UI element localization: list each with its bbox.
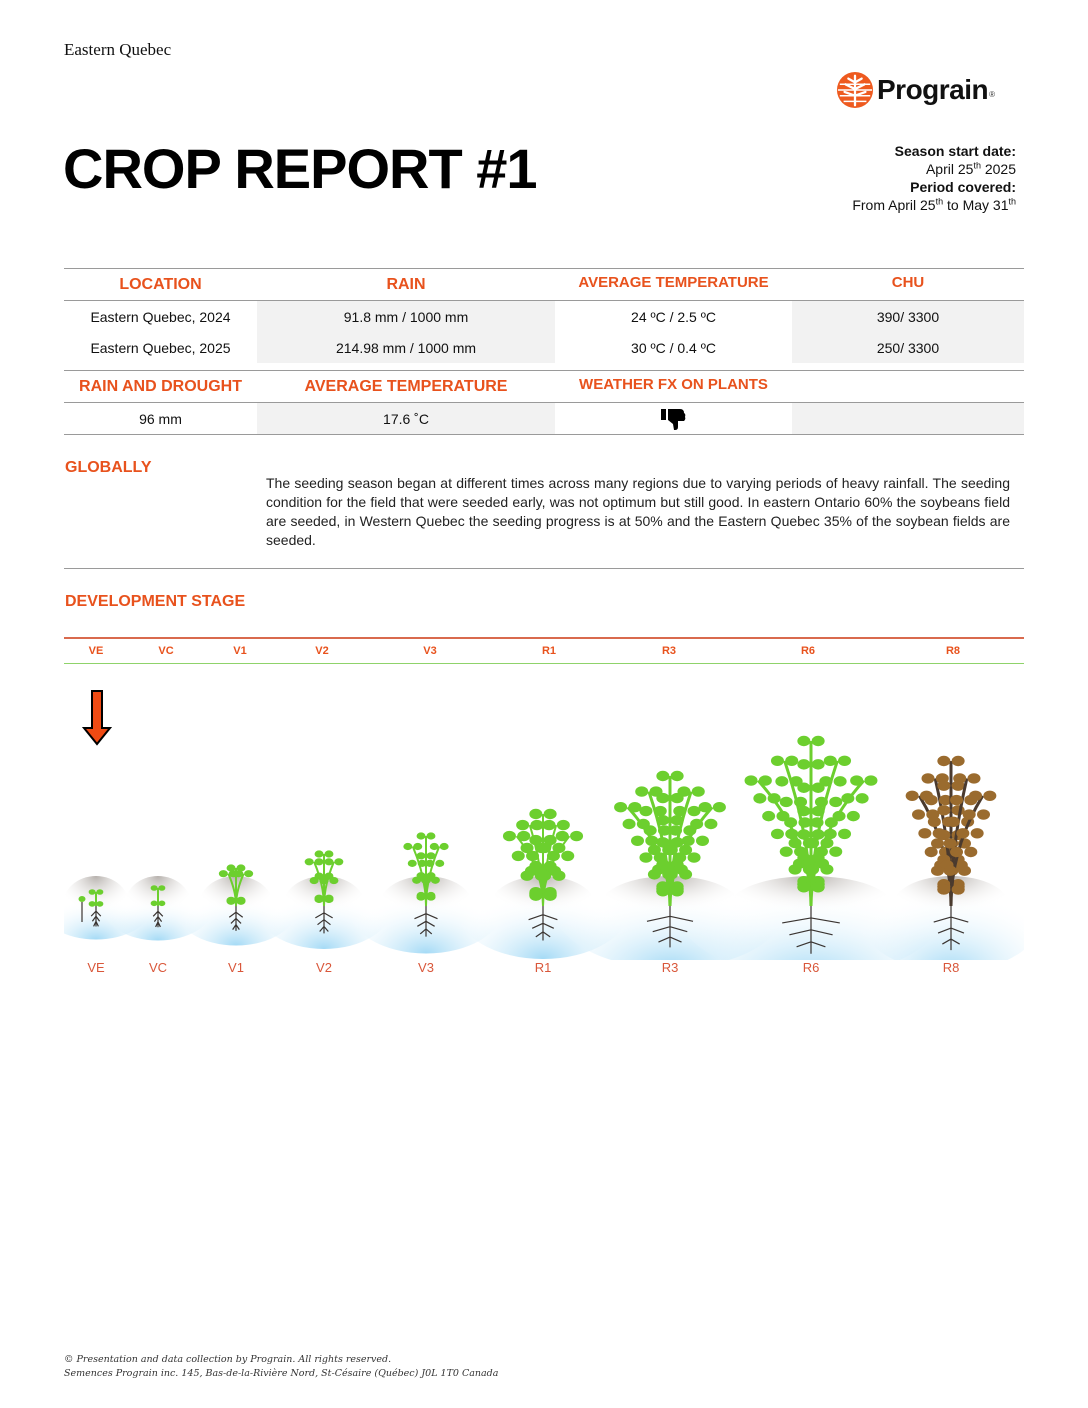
prograin-logo-icon [836, 71, 874, 109]
cell-chu: 390/ 3300 [792, 301, 1024, 332]
plant-label-v1: V1 [228, 960, 244, 975]
prograin-logo [836, 70, 1006, 110]
cell-empty [792, 403, 1024, 434]
growth-stage-illustration [64, 730, 1024, 960]
period-label: Period covered: [910, 179, 1016, 195]
stage-bar-top [64, 637, 1024, 639]
stage-header-ve: VE [88, 645, 104, 657]
conditions-table [64, 269, 1024, 300]
cell-rain-and-drought: 96 mm [139, 410, 182, 427]
table-row [64, 332, 1024, 363]
stage-header-v3: V3 [423, 645, 437, 657]
cell-location: Eastern Quebec, 2025 [90, 339, 231, 356]
header-rain-and-drought: RAIN AND DROUGHT [79, 377, 242, 395]
stage-header-r8: R8 [945, 645, 961, 657]
thumbs-down-icon [660, 407, 688, 431]
season-info [852, 142, 1016, 214]
plant-label-r8: R8 [942, 960, 960, 975]
plant-label-v2: V2 [316, 960, 332, 975]
table-rule [64, 434, 1024, 435]
plant-label-ve: VE [87, 960, 105, 975]
stage-header-r3: R3 [661, 645, 677, 657]
summary-table-body [64, 403, 1024, 434]
footer [64, 1353, 498, 1381]
footer-address: Semences Prograin inc. 145, Bas-de-la-Rivière Nord, St-Césaire (Québec) J0L 1T0 Canada [64, 1368, 499, 1379]
stage-bar-bottom [64, 663, 1024, 664]
header-weather-fx: WEATHER FX ON PLANTS [579, 376, 768, 393]
stage-header-r6: R6 [800, 645, 816, 657]
cell-rain: 214.98 mm / 1000 mm [257, 332, 555, 363]
header-location: LOCATION [119, 275, 202, 293]
stage-header-vc: VC [158, 645, 174, 657]
plant-label-vc: VC [148, 960, 168, 975]
region-label: Eastern Quebec [64, 40, 172, 59]
stage-header-v2: V2 [315, 645, 329, 657]
header-chu: CHU [891, 274, 925, 291]
plant-label-r3: R3 [661, 960, 679, 975]
stage-header-v1: V1 [233, 645, 247, 657]
stage-header-r1: R1 [541, 645, 557, 657]
header-average-temperature: AVERAGE TEMPERATURE [578, 274, 769, 291]
cell-average-temperature: 17.6 ˚C [257, 403, 555, 434]
globally-text: The seeding season began at different times across many regions due to varying periods of heavy rainfall. The seeding condition for the field that were seeded early, was not optimum but still good. In eastern Ontario 60% the soybeans field are seeded, in Western Quebec the seeding progress is at 50% and the Eastern Quebec 35% of the soybean fields are seeded. [266, 475, 1010, 548]
conditions-table-body [64, 301, 1024, 363]
header-empty [792, 371, 1024, 402]
table-row [64, 301, 1024, 332]
cell-chu: 250/ 3300 [792, 332, 1024, 363]
cell-weather-fx [555, 403, 792, 434]
registered-mark: ® [989, 89, 996, 99]
cell-temperature: 30 ºC / 0.4 ºC [631, 339, 716, 356]
table-row [64, 403, 1024, 434]
brand-name: Prograin [877, 74, 989, 105]
globally-heading: GLOBALLY [65, 459, 152, 476]
footer-copyright: © Presentation and data collection by Prograin. All rights reserved. [64, 1354, 392, 1365]
season-start-label: Season start date: [894, 143, 1016, 159]
page-title: CROP REPORT #1 [63, 137, 537, 200]
header-average-temperature: AVERAGE TEMPERATURE [304, 377, 508, 395]
plant-label-r6: R6 [802, 960, 820, 975]
cell-rain: 91.8 mm / 1000 mm [257, 301, 555, 332]
header-rain: RAIN [386, 275, 426, 293]
cell-temperature: 24 ºC / 2.5 ºC [631, 308, 716, 325]
development-heading: DEVELOPMENT STAGE [65, 593, 246, 610]
period-value: From April 25th to May 31th [852, 196, 1016, 213]
plant-label-r1: R1 [534, 960, 552, 975]
summary-table [64, 371, 1024, 402]
cell-location: Eastern Quebec, 2024 [90, 308, 231, 325]
plant-label-v3: V3 [418, 960, 434, 975]
section-divider [64, 568, 1024, 569]
season-start-value: April 25th 2025 [925, 160, 1016, 177]
